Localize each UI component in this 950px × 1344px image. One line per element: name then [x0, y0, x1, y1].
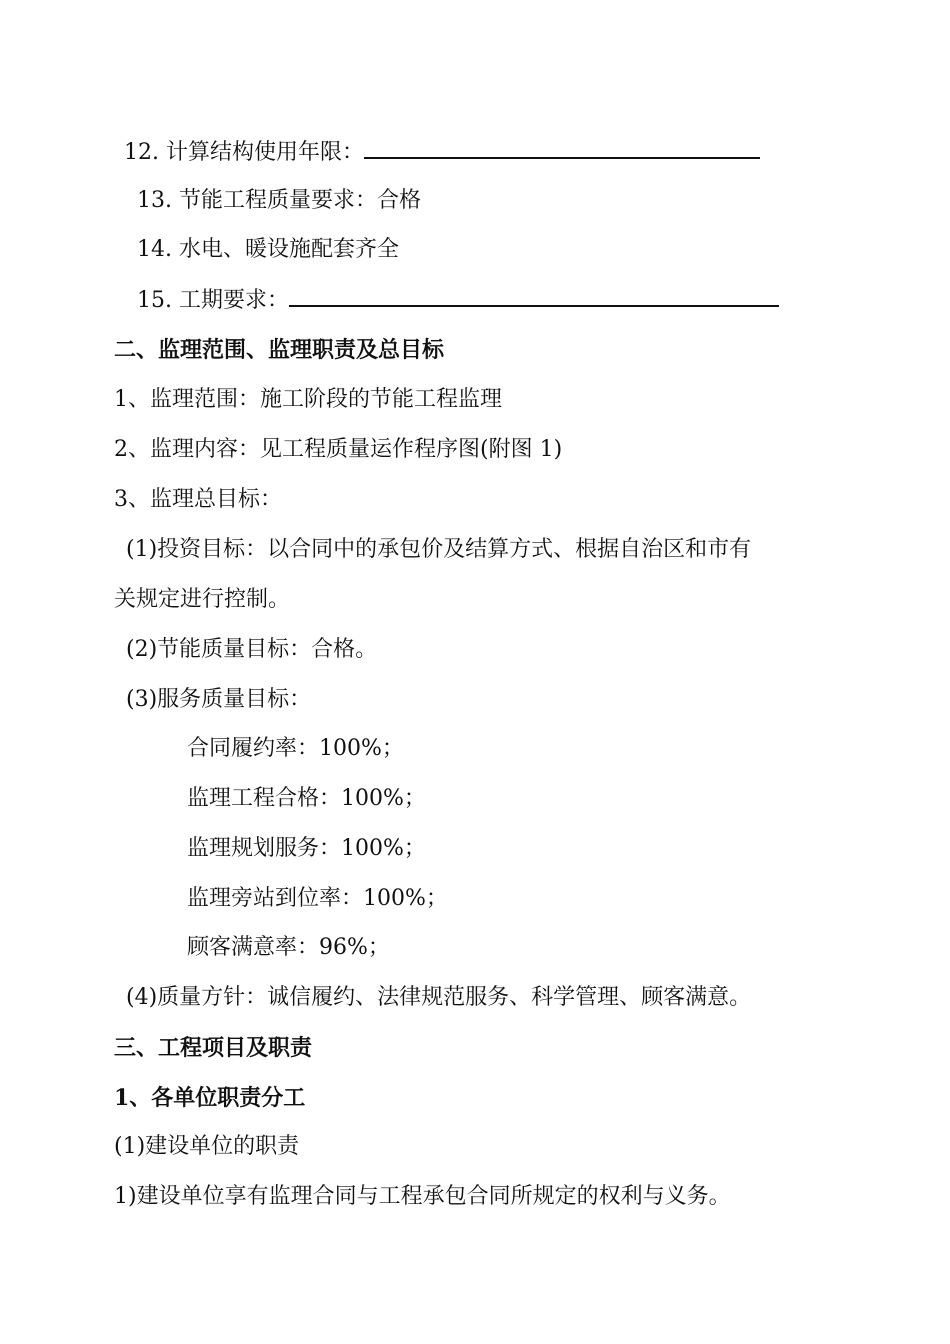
investment-goal-line-2: 关规定进行控制。	[114, 587, 291, 612]
investment-goal-line-1: (1)投资目标：以合同中的承包价及结算方式、根据自治区和市有	[126, 537, 752, 562]
service-item-contract-rate: 合同履约率：100%；	[187, 736, 404, 761]
item-12-blank-line	[364, 137, 760, 159]
service-item-satisfaction-rate: 顾客满意率：96%；	[187, 935, 390, 960]
owner-duty-1: 1)建设单位享有监理合同与工程承包合同所规定的权利与义务。	[114, 1184, 731, 1209]
service-item-onsite-rate: 监理旁站到位率：100%；	[187, 886, 448, 911]
item-12	[0, 137, 950, 168]
service-item-planning-service: 监理规划服务：100%；	[187, 836, 426, 861]
supervision-content: 2、监理内容：见工程质量运作程序图(附图 1)	[114, 437, 563, 462]
quality-policy: (4)质量方针：诚信履约、法律规范服务、科学管理、顾客满意。	[126, 985, 752, 1010]
section-3-sub-1: 1、各单位职责分工	[114, 1085, 306, 1111]
section-3-heading: 三、工程项目及职责	[114, 1035, 313, 1061]
item-15	[0, 285, 950, 316]
supervision-scope: 1、监理范围：施工阶段的节能工程监理	[114, 387, 502, 412]
section-2-heading: 二、监理范围、监理职责及总目标	[114, 337, 445, 363]
item-14: 14. 水电、暖设施配套齐全	[137, 237, 399, 262]
supervision-goal-title: 3、监理总目标：	[114, 487, 282, 512]
service-item-project-qualified: 监理工程合格：100%；	[187, 786, 426, 811]
item-15-label: 15. 工期要求：	[137, 288, 289, 313]
item-15-blank-line	[289, 285, 779, 307]
owner-duties-title: (1)建设单位的职责	[114, 1134, 300, 1159]
item-13: 13. 节能工程质量要求：合格	[137, 188, 421, 213]
item-12-label: 12. 计算结构使用年限：	[124, 140, 364, 165]
service-quality-title: (3)服务质量目标：	[126, 687, 312, 712]
energy-quality-goal: (2)节能质量目标：合格。	[126, 637, 378, 662]
